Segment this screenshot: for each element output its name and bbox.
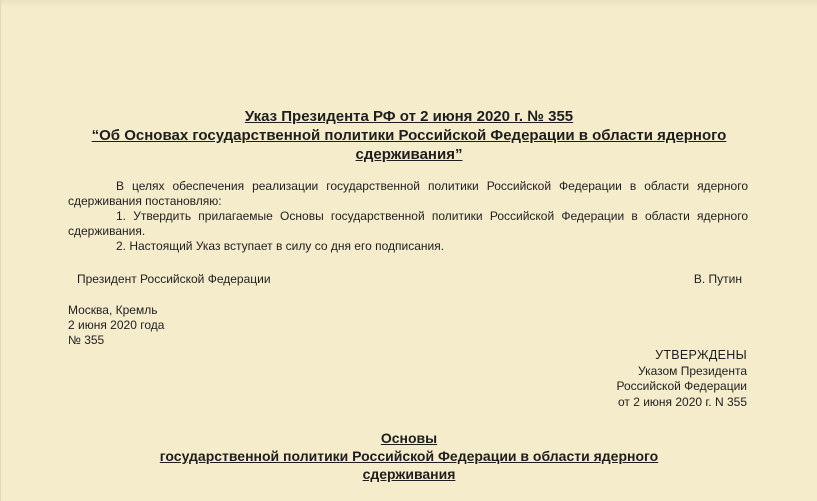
decree-paragraph-1: 1. Утвердить прилагаемые Основы государственной политики Российской Федерации в области ядерного сдерживания. — [68, 209, 748, 238]
signatory-position: Президент Российской Федерации — [77, 272, 271, 286]
approved-line-2: Российской Федерации — [616, 379, 747, 393]
decree-title-line-3: сдерживания” — [355, 146, 463, 163]
decree-title — [61, 107, 757, 164]
signatory-name: В. Путин — [693, 272, 742, 286]
decree-title-line-2: “Об Основах государственной политики Российской Федерации в области ядерного — [91, 127, 727, 144]
decree-number: № 355 — [68, 333, 105, 347]
approved-line-3: от 2 июня 2020 г. N 355 — [617, 394, 747, 409]
place-city: Москва, Кремль — [68, 303, 158, 317]
place-date: 2 июня 2020 года — [68, 318, 165, 332]
basics-title-line-2: государственной политики Российской Федерации в области ядерного — [159, 448, 659, 464]
place-date-block — [68, 303, 164, 348]
decree-body — [68, 179, 748, 254]
decree-paragraph-preamble: В целях обеспечения реализации государственной политики Российской Федерации в области ядерного сдерживания постановляю: — [68, 179, 748, 208]
basics-title-line-1: Основы — [380, 430, 438, 446]
basics-title-line-3: сдерживания — [362, 466, 456, 482]
decree-paragraph-2: 2. Настоящий Указ вступает в силу со дня его подписания. — [116, 239, 445, 253]
approved-line-1: Указом Президента — [637, 363, 747, 378]
page-top-shadow — [1, 0, 817, 8]
approved-heading: УТВЕРЖДЕНЫ — [655, 348, 747, 362]
decree-title-line-1: Указ Президента РФ от 2 июня 2020 г. № 355 — [244, 108, 574, 125]
signature-row — [77, 272, 742, 287]
approval-stamp-block — [617, 348, 748, 410]
basics-title — [61, 429, 757, 483]
